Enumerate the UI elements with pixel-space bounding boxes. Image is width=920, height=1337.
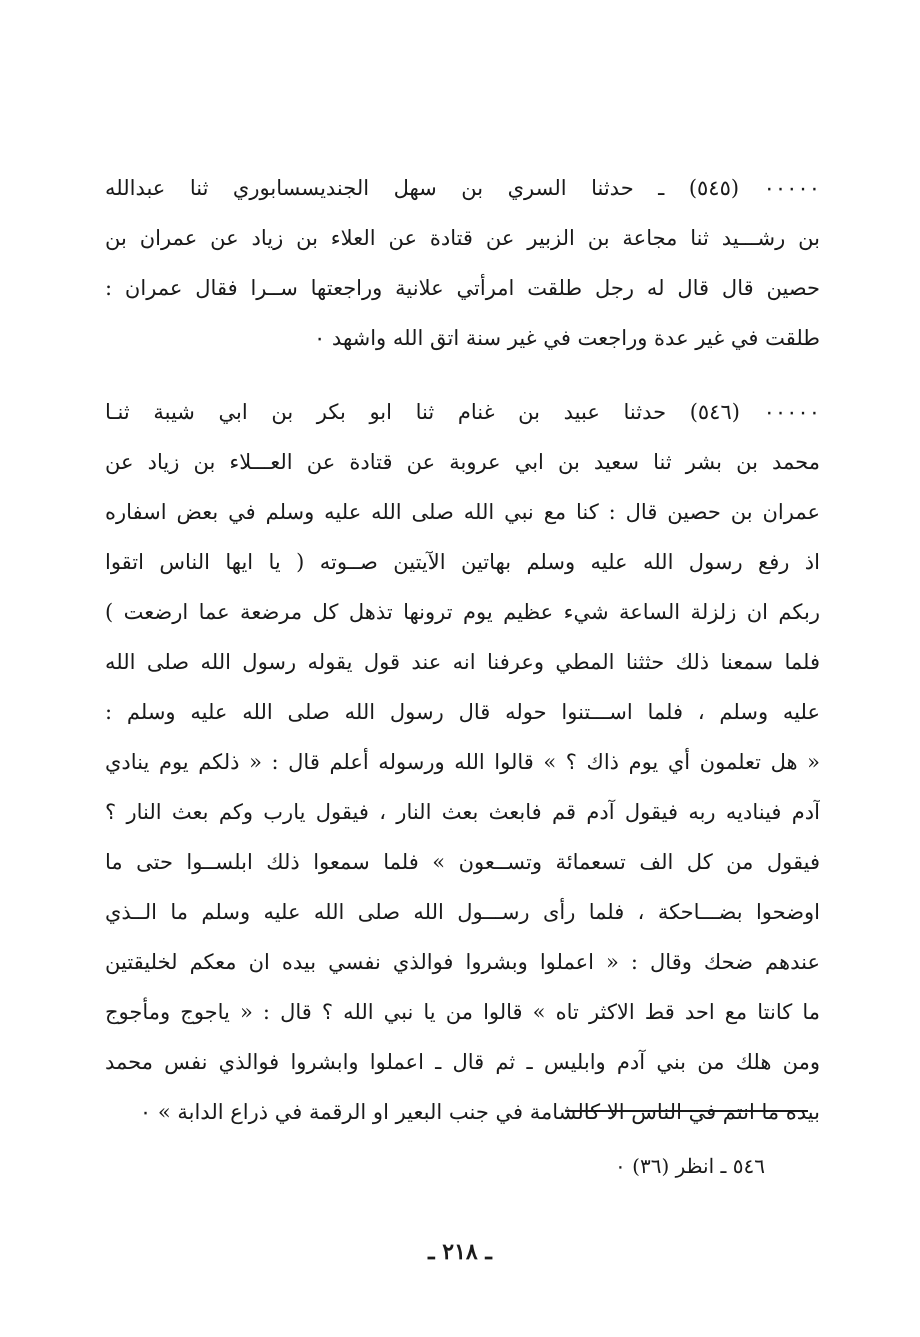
text-line: ومن هلك من بني آدم وابليس ـ ثم قال ـ اعملوا وابشروا فوالذي نفس محمد <box>105 1050 820 1074</box>
text-line: عليه وسلم ، فلما اســـتنوا حوله قال رسول الله صلى الله عليه وسلم : <box>105 700 820 724</box>
hadith-paragraph-546 <box>105 387 820 1137</box>
text-line: اذ رفع رسول الله عليه وسلم بهاتين الآيتين صــوته ( يا ايها الناس اتقوا <box>105 550 820 574</box>
text-line: عندهم ضحك وقال : « اعملوا وبشروا فوالذي نفسي بيده ان معكم لخليقتين <box>105 950 820 974</box>
text-line: ما كانتا مع احد قط الاكثر تاه » قالوا من يا نبي الله ؟ قال : « ياجوج ومأجوج <box>105 1000 820 1024</box>
text-line: ٠٠٠٠٠ (٥٤٥) ـ حدثنا السري بن سهل الجنديسسابوري ثنا عبدالله <box>105 176 820 200</box>
text-line: حصين قال قال له رجل طلقت امرأتي علانية وراجعتها ســرا فقال عمران : <box>105 276 820 300</box>
footnote: ٥٤٦ ـ انظر (٣٦) ٠ <box>615 1154 765 1178</box>
text-line: فيقول من كل الف تسعمائة وتســعون » فلما سمعوا ذلك ابلســوا حتى ما <box>105 850 820 874</box>
text-line: « هل تعلمون أي يوم ذاك ؟ » قالوا الله ورسوله أعلم قال : « ذلكم يوم ينادي <box>105 750 820 774</box>
text-line: طلقت في غير عدة وراجعت في غير سنة اتق الله واشهد ٠ <box>313 326 820 350</box>
text-line: محمد بن بشر ثنا سعيد بن ابي عروبة عن قتادة عن العـــلاء بن زياد عن <box>105 450 820 474</box>
page-number: ـ ٢١٨ ـ <box>428 1239 492 1265</box>
text-line: اوضحوا بضـــاحكة ، فلما رأى رســـول الله صلى الله عليه وسلم ما الــذي <box>105 900 820 924</box>
footnote-divider <box>565 1110 808 1112</box>
text-line: بن رشـــيد ثنا مجاعة بن الزبير عن قتادة عن العلاء بن زياد عن عمران بن <box>105 226 820 250</box>
text-line: آدم فيناديه ربه فيقول آدم قم فابعث بعث النار ، فيقول يارب وكم بعث النار ؟ <box>105 800 820 824</box>
hadith-paragraph-545 <box>105 163 820 363</box>
text-line: ٠٠٠٠٠ (٥٤٦) حدثنا عبيد بن غنام ثنا ابو بكر بن ابي شيبة ثنـا <box>105 400 820 424</box>
text-line: عمران بن حصين قال : كنا مع نبي الله صلى الله عليه وسلم في بعض اسفاره <box>105 500 820 524</box>
text-line: بيده ما انتم في الناس الا كالشامة في جنب البعير او الرقمة في ذراع الدابة » ٠ <box>139 1100 820 1124</box>
text-line: فلما سمعنا ذلك حثثنا المطي وعرفنا انه عند قول يقوله رسول الله صلى الله <box>105 650 820 674</box>
text-line: ربكم ان زلزلة الساعة شيء عظيم يوم ترونها تذهل كل مرضعة عما ارضعت ) <box>105 600 820 624</box>
